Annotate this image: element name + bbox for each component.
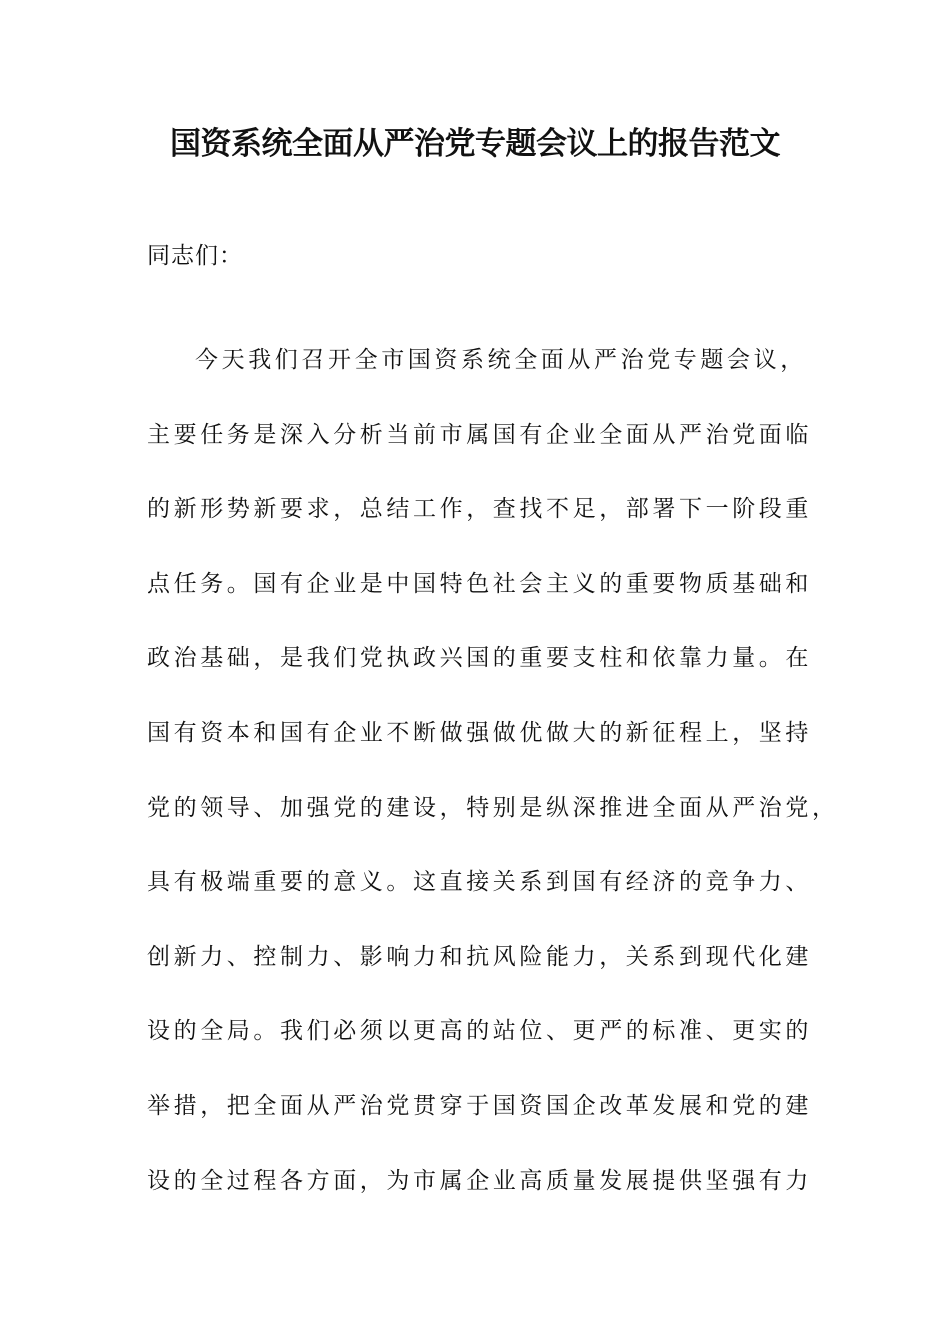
text-line: 政治基础，是我们党执政兴国的重要支柱和依靠力量。在 [147,645,812,672]
body-text [147,340,839,1235]
text-line: 点任务。国有企业是中国特色社会主义的重要物质基础和 [147,570,812,597]
document-title: 国资系统全面从严治党专题会议上的报告范文 [170,126,780,162]
text-line: 具有极端重要的意义。这直接关系到国有经济的竞争力、 [147,869,812,896]
text-line: 主要任务是深入分析当前市属国有企业全面从严治党面临 [147,421,812,448]
salutation: 同志们： [147,243,243,269]
text-line: 设的全过程各方面，为市属企业高质量发展提供坚强有力 [147,1167,812,1194]
text-line: 今天我们召开全市国资系统全面从严治党专题会议， [195,347,807,373]
text-line: 设的全局。我们必须以更高的站位、更严的标准、更实的 [147,1018,812,1045]
text-line: 国有资本和国有企业不断做强做优做大的新征程上，坚持 [147,719,812,746]
text-line: 举措，把全面从严治党贯穿于国资国企改革发展和党的建 [147,1092,812,1119]
text-line: 党的领导、加强党的建设，特别是纵深推进全面从严治党， [147,794,839,821]
text-line: 创新力、控制力、影响力和抗风险能力，关系到现代化建 [147,943,812,970]
text-line: 的新形势新要求，总结工作，查找不足，部署下一阶段重 [147,496,812,523]
